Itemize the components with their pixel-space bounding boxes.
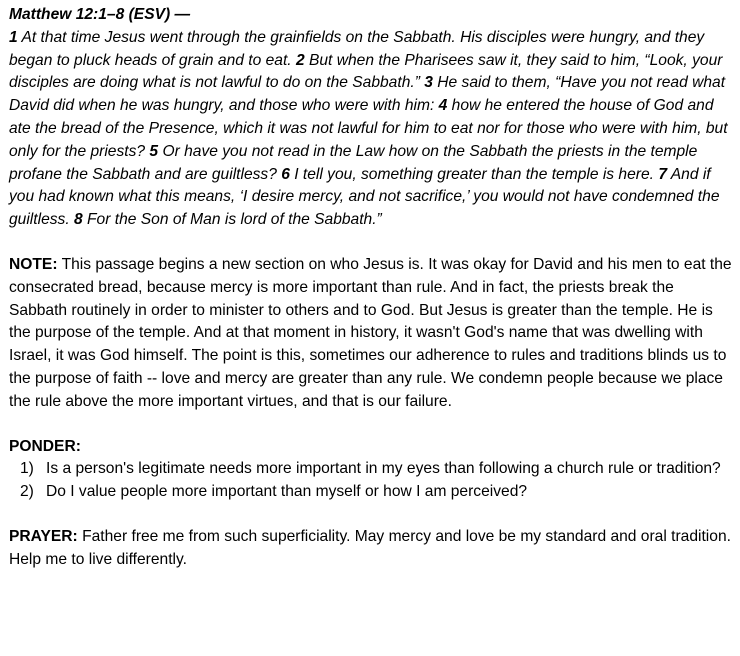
passage-heading: Matthew 12:1–8 (ESV) — bbox=[9, 6, 191, 23]
list-item bbox=[9, 458, 734, 481]
verse-text: But when the Pharisees saw it, they said to him, “Look, your disciples are doing what is not lawful to do on the Sabbath.” bbox=[9, 51, 723, 92]
verse-number: 6 bbox=[281, 165, 290, 183]
prayer-label: PRAYER: bbox=[9, 527, 78, 545]
verse-text: I tell you, something greater than the temple is here. bbox=[289, 165, 659, 183]
list-item-number: 1) bbox=[20, 460, 34, 478]
verse-text: And if you had known what this means, ‘I desire mercy, and not sacrifice,’ you would not have condemned the guiltless. bbox=[9, 165, 720, 229]
verse-number: 3 bbox=[424, 74, 433, 92]
verse-text: He said to them, “Have you not read what David did when he was hungry, and those who were with him: bbox=[9, 74, 726, 115]
verse-text: Or have you not read in the Law how on the Sabbath the priests in the temple profane the Sabbath and are guiltless? bbox=[9, 142, 698, 183]
note-label: NOTE: bbox=[9, 255, 58, 273]
list-item-text: Do I value people more important than myself or how I am perceived? bbox=[46, 483, 528, 501]
ponder-label: PONDER: bbox=[9, 437, 81, 455]
ponder-section bbox=[9, 436, 734, 504]
list-item bbox=[9, 481, 734, 504]
note-section bbox=[9, 254, 734, 414]
list-item-text: Is a person's legitimate needs more important in my eyes than following a church rule or tradition? bbox=[46, 460, 721, 478]
verse-number: 5 bbox=[149, 142, 159, 160]
verse-number: 1 bbox=[9, 28, 18, 46]
verse-number: 4 bbox=[438, 97, 448, 115]
verse-text: For the Son of Man is lord of the Sabbath.” bbox=[82, 211, 382, 229]
prayer-text: Father free me from such superficiality. May mercy and love be my standard and oral tradition. Help me to live differently. bbox=[9, 527, 731, 568]
list-item-number: 2) bbox=[20, 483, 34, 501]
verse-number: 8 bbox=[74, 211, 83, 229]
scripture-passage bbox=[9, 27, 734, 232]
prayer-section bbox=[9, 526, 734, 572]
verse-text: At that time Jesus went through the grainfields on the Sabbath. His disciples were hungry, and they began to pluck heads of grain and to eat. bbox=[9, 28, 705, 69]
verse-number: 2 bbox=[295, 51, 305, 69]
note-text: This passage begins a new section on who Jesus is. It was okay for David and his men to eat the consecrated bread, because mercy is more important than rule. And in fact, the priests break the Sabbath routinely in order to minister to others and to God. But Jesus is greater than the temple. He is the purpose of the temple. And at that moment in history, it wasn't God's name that was dwelling with Israel, it was God himself. The point is this, sometimes our adherence to rules and traditions blinds us to the purpose of faith -- love and mercy are greater than any rule. We condemn people because we place the rule above the more important virtues, and that is our failure. bbox=[9, 255, 732, 410]
verse-number: 7 bbox=[658, 165, 667, 183]
verse-text: how he entered the house of God and ate the bread of the Presence, which it was not lawful for him to eat nor for those who were with him, but only for the priests? bbox=[9, 97, 728, 160]
ponder-list bbox=[9, 458, 734, 504]
